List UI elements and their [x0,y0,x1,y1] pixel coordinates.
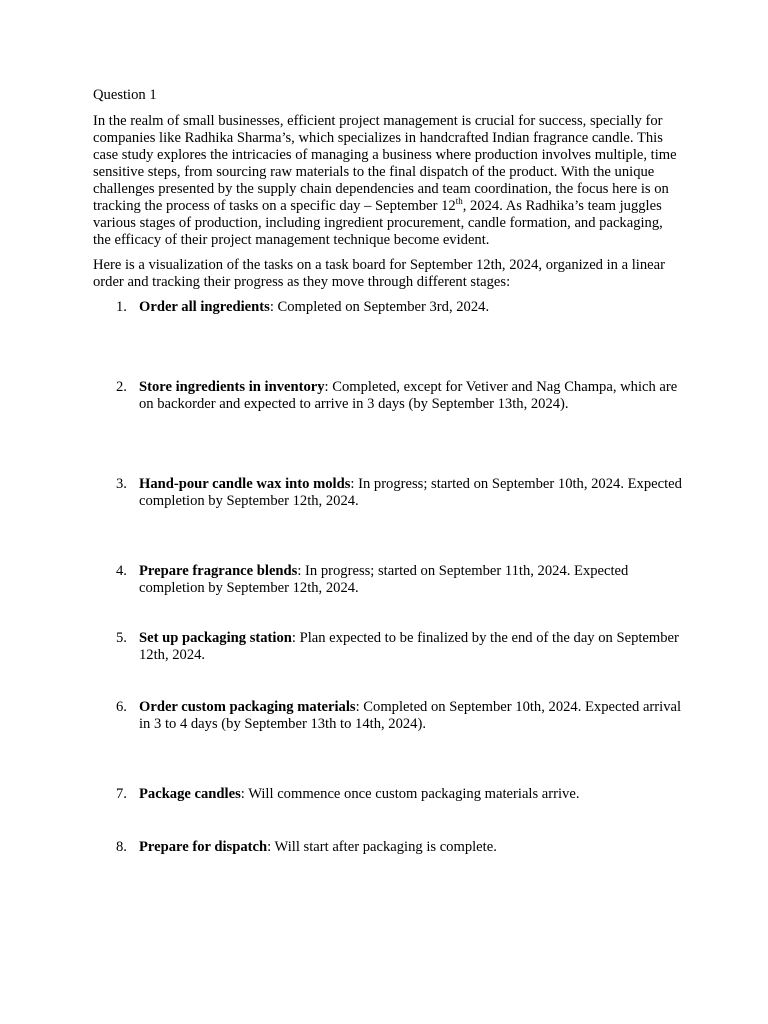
intro-text-end: , 2024. As Radhika’s team juggles various stages of production, including ingredient procurement, candle formation, and packaging, the efficacy of their project management technique become evident. [93,198,663,248]
task-detail: : Will commence once custom packaging materials arrive. [240,786,580,802]
task-detail: : Completed on September 10th, 2024. Expected arrival in 3 to 4 days (by September 13th to 14th, 2024). [139,699,682,732]
task-number: 3. [116,476,127,492]
task-item [93,839,683,856]
task-name: Prepare fragrance blends [139,563,298,579]
task-name: Prepare for dispatch [139,839,268,855]
task-number: 8. [116,839,127,855]
task-item [93,699,683,733]
task-detail: : Completed, except for Vetiver and Nag Champa, which are on backorder and expected to arrive in 3 days (by September 13th, 2024). [139,379,678,412]
question-heading: Question 1 [93,87,157,103]
task-item [93,299,683,316]
task-name: Store ingredients in inventory [139,379,325,395]
task-item [93,379,683,413]
task-number: 7. [116,786,127,802]
task-detail: : In progress; started on September 11th, 2024. Expected completion by September 12th, 2024. [139,563,629,596]
task-name: Order custom packaging materials [139,699,356,715]
intro-paragraph [93,113,683,249]
visualization-intro-paragraph: Here is a visualization of the tasks on a task board for September 12th, 2024, organized in a linear order and tracking their progress as they move through different stages: [93,257,665,290]
intro-superscript: th [455,196,463,207]
task-item [93,476,683,510]
task-item [93,786,683,803]
task-item [93,630,683,664]
document-page [93,87,683,856]
task-name: Package candles [139,786,241,802]
task-name: Hand-pour candle wax into molds [139,476,351,492]
task-number: 6. [116,699,127,715]
task-detail: : Completed on September 3rd, 2024. [269,299,490,315]
task-detail: : In progress; started on September 10th, 2024. Expected completion by September 12th, 2024. [139,476,682,509]
task-name: Set up packaging station [139,630,292,646]
task-number: 2. [116,379,127,395]
task-item [93,563,683,597]
intro-text-start: In the realm of small businesses, efficient project management is crucial for success, specially for companies like Radhika Sharma’s, which specializes in handcrafted Indian fragrance candle. This case study explores the intricacies of managing a business where production involves multiple, time sensitive steps, from sourcing raw materials to the final dispatch of the product. With the unique challenges presented by the supply chain dependencies and team coordination, the focus here is on tracking the process of tasks on a specific day – September 12 [93,113,677,214]
task-number: 4. [116,563,127,579]
task-number: 1. [116,299,127,315]
task-detail: : Will start after packaging is complete. [267,839,497,855]
task-list [93,299,683,856]
task-name: Order all ingredients [139,299,270,315]
task-detail: : Plan expected to be finalized by the end of the day on September 12th, 2024. [139,630,679,663]
task-number: 5. [116,630,127,646]
